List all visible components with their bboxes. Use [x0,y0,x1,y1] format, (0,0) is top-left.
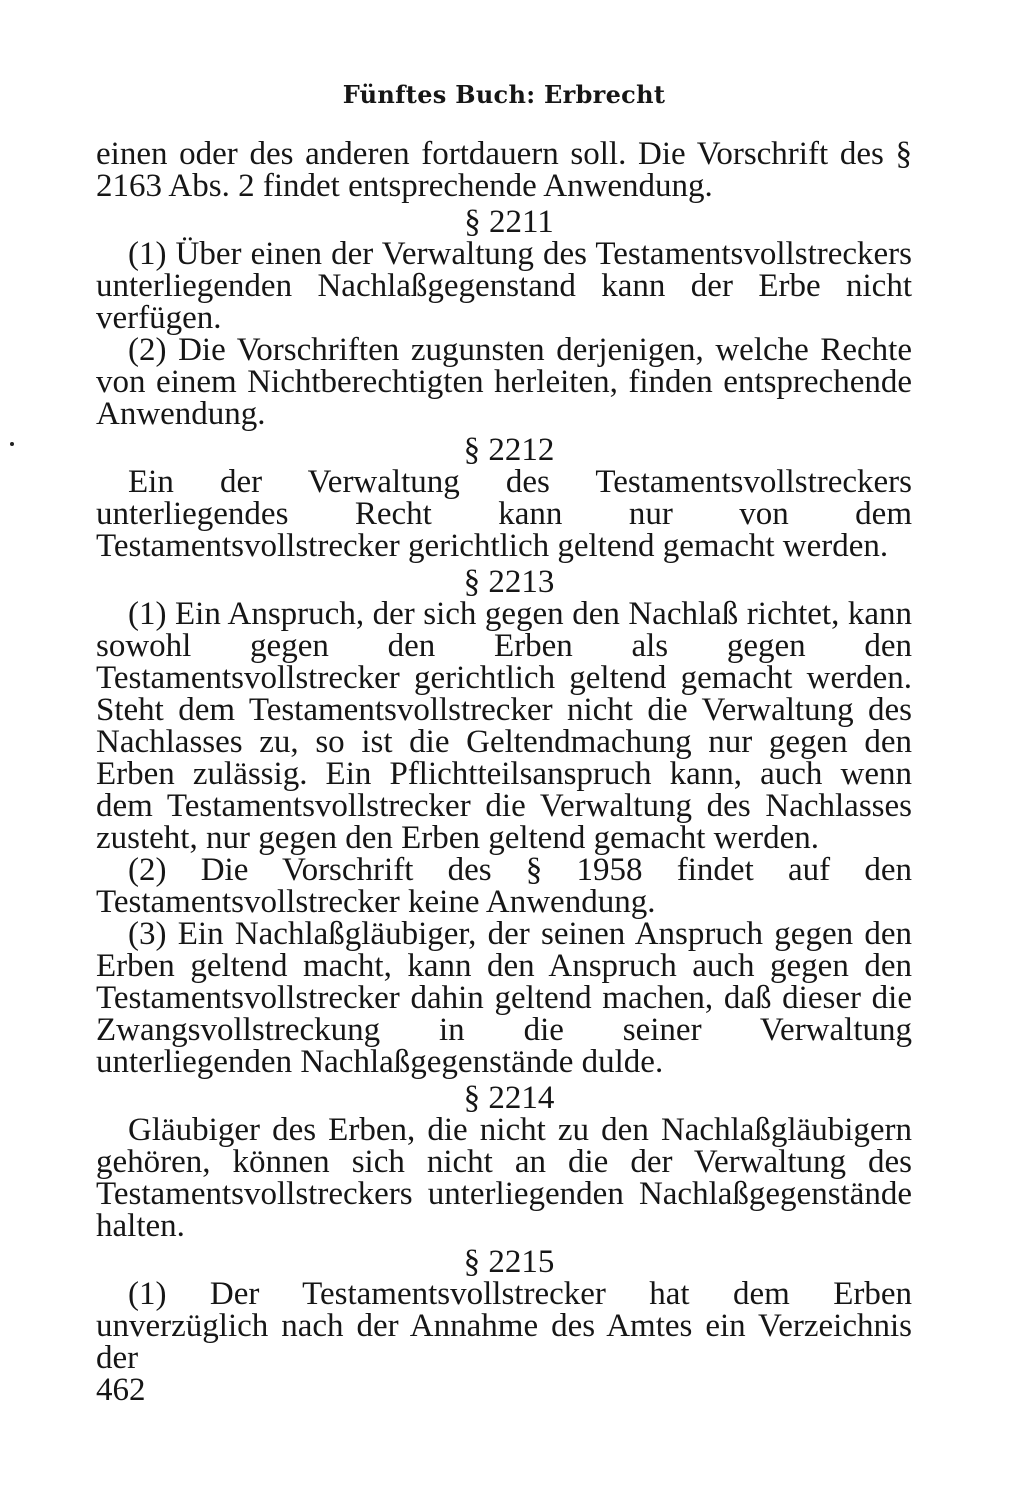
paragraph-2213-3: (3) Ein Nachlaßgläubiger, der seinen Anspruch gegen den Erben geltend macht, kann den Anspruch auch gegen den Testamentsvollstrecker dahin geltend machen, daß dieser die Zwangsvollstreckung in die seiner Verwaltung unterliegenden Nachlaßgegenstände dulde. [96,916,912,1080]
section-heading-2211: § 2211 [464,204,554,240]
paragraph-2213-1: (1) Ein Anspruch, der sich gegen den Nachlaß richtet, kann sowohl gegen den Erben als gegen den Testamentsvollstrecker gerichtlich geltend gemacht werden. Steht dem Testamentsvollstrecker nicht die Verwaltung des Nachlasses zu, so ist die Geltendmachung nur gegen den Erben zulässig. Ein Pflichtteilsanspruch kann, auch wenn dem Testamentsvollstrecker die Verwaltung des Nachlasses zusteht, nur gegen den Erben geltend gemacht werden. [96,596,912,856]
paragraph-2215-1: (1) Der Testamentsvollstrecker hat dem Erben unverzüglich nach der Annahme des Amtes ein Verzeichnis der [96,1276,912,1376]
section-heading-2215: § 2215 [463,1244,555,1280]
section-heading-2214: § 2214 [463,1080,555,1116]
continuation-paragraph: einen oder des anderen fortdauern soll. Die Vorschrift des § 2163 Abs. 2 findet entsprechende Anwendung. [96,136,912,204]
paragraph-2212-1: Ein der Verwaltung des Testamentsvollstreckers unterliegendes Recht kann nur von dem Testamentsvollstrecker gerichtlich geltend gemacht werden. [96,464,912,564]
section-heading-2213: § 2213 [463,564,555,600]
margin-dot [10,442,14,446]
page-number: 462 [96,1372,146,1408]
paragraph-2211-2: (2) Die Vorschriften zugunsten derjenigen, welche Rechte von einem Nichtberechtigten herleiten, finden entsprechende Anwendung. [96,332,912,432]
paragraph-2213-2: (2) Die Vorschrift des § 1958 findet auf den Testamentsvollstrecker keine Anwendung. [96,852,912,920]
running-head: Fünftes Buch: Erbrecht [342,80,666,109]
paragraph-2211-1: (1) Über einen der Verwaltung des Testamentsvollstreckers unterliegenden Nachlaßgegenstand kann der Erbe nicht verfügen. [96,236,912,336]
section-heading-2212: § 2212 [463,432,555,468]
book-page [96,0,912,1497]
body-text [96,138,912,1374]
paragraph-2214-1: Gläubiger des Erben, die nicht zu den Nachlaßgläubigern gehören, können sich nicht an die der Verwaltung des Testamentsvollstreckers unterliegenden Nachlaßgegenstände halten. [96,1112,912,1244]
